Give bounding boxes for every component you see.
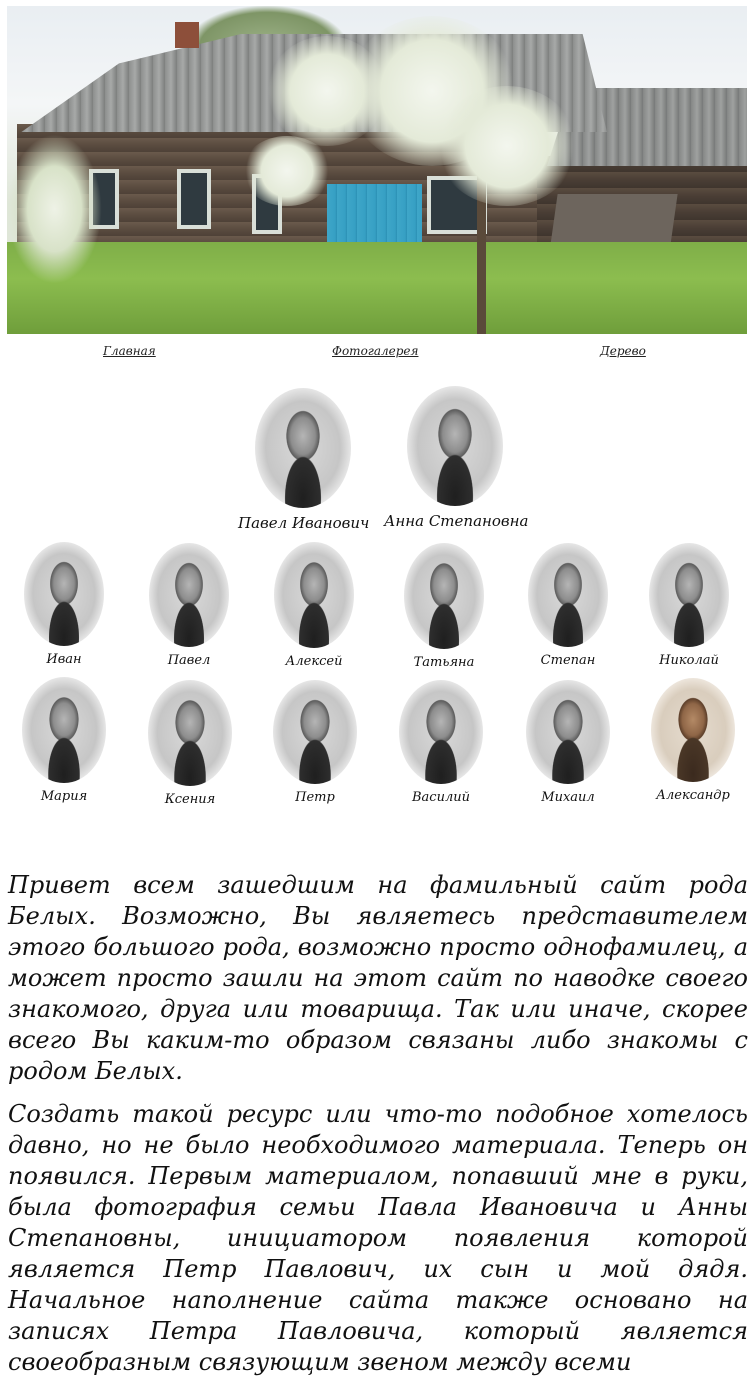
portrait-photo: [274, 542, 354, 648]
portrait-photo: [148, 680, 232, 786]
nav-link-gallery[interactable]: Фотогалерея: [332, 344, 419, 358]
portrait-vasiliy[interactable]: [395, 680, 487, 805]
portrait-photo: [649, 543, 729, 647]
portrait-mariya[interactable]: [19, 677, 109, 804]
house-window: [177, 169, 211, 229]
portrait-photo: [24, 542, 104, 646]
blossom-cluster: [437, 86, 577, 206]
portrait-photo: [526, 680, 610, 784]
nav-link-home[interactable]: Главная: [103, 344, 156, 358]
portrait-name: Петр: [295, 790, 335, 805]
portrait-name: Анна Степановна: [384, 512, 529, 530]
portrait-petr[interactable]: [270, 680, 360, 805]
nav-link-tree[interactable]: Дерево: [600, 344, 646, 358]
portrait-photo: [399, 680, 483, 784]
portrait-kseniya[interactable]: [144, 680, 236, 807]
portrait-name: Василий: [412, 790, 470, 805]
portrait-nikolay[interactable]: [643, 543, 735, 668]
portrait-photo: [22, 677, 106, 783]
portrait-name: Ксения: [164, 792, 216, 807]
intro-article: [8, 870, 748, 1390]
portrait-anna-stepanovna[interactable]: [384, 386, 529, 530]
portrait-name: Алексей: [285, 654, 343, 669]
portrait-photo: [407, 386, 503, 506]
blossom-tree-left: [7, 134, 102, 284]
portrait-pavel-ivanovich[interactable]: [238, 388, 368, 532]
portrait-name: Степан: [540, 653, 596, 668]
portrait-name: Павел Иванович: [238, 514, 370, 532]
portrait-photo: [528, 543, 608, 647]
portrait-name: Михаил: [541, 790, 595, 805]
article-paragraph: Привет всем зашедшим на фамильный сайт рода Белых. Возможно, Вы являетесь представителем этого большого рода, возможно просто однофамилец, а может просто зашли на этот сайт по наводке своего знакомого, друга или товарища. Так или иначе, скорее всего Вы каким-то образом связаны либо знакомы с родом Белых.: [8, 871, 748, 1085]
blossom-cluster: [242, 136, 332, 206]
portrait-name: Иван: [46, 652, 82, 667]
header-photo: [7, 6, 747, 334]
portrait-name: Мария: [40, 789, 88, 804]
portrait-photo: [149, 543, 229, 647]
portrait-photo: [255, 388, 351, 508]
article-paragraph: Создать такой ресурс или что-то подобное хотелось давно, но не было необходимого материала. Теперь он появился. Первым материалом, попавший мне в руки, была фотография семьи Павла Ивановича и Анны Степановны, инициатором появления которой является Петр Павлович, их сын и мой дядя. Начальное наполнение сайта также основано на записях Петра Павловича, который является своеобразным связующим звеном между всеми: [8, 1100, 748, 1376]
portrait-tatyana[interactable]: [394, 543, 494, 670]
portrait-ivan[interactable]: [19, 542, 109, 667]
portrait-name: Николай: [659, 653, 719, 668]
portrait-name: Павел: [167, 653, 211, 668]
portrait-aleksey[interactable]: [269, 542, 359, 669]
portrait-pavel[interactable]: [144, 543, 234, 668]
portrait-photo: [651, 678, 735, 782]
portrait-mikhail[interactable]: [522, 680, 614, 805]
portrait-photo: [273, 680, 357, 784]
portrait-name: Татьяна: [413, 655, 475, 670]
grass: [7, 242, 747, 334]
portrait-stepan[interactable]: [523, 543, 613, 668]
portrait-photo: [404, 543, 484, 649]
portrait-name: Александр: [656, 788, 730, 803]
portrait-aleksandr[interactable]: [643, 678, 743, 803]
chimney: [175, 22, 199, 48]
